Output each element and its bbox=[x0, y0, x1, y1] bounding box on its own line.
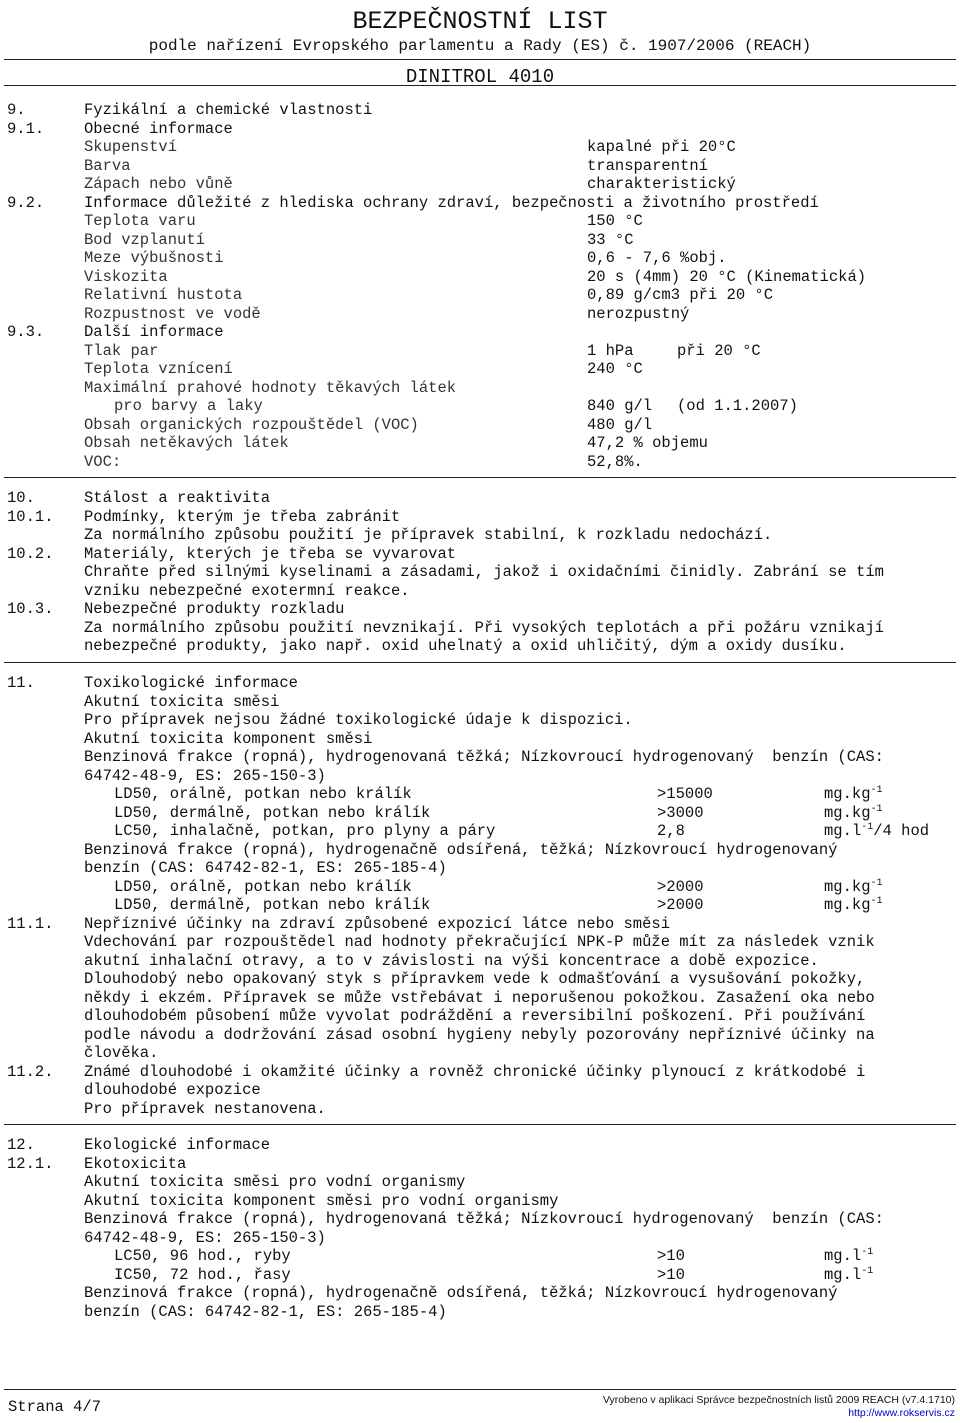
product-name: DINITROL 4010 bbox=[405, 66, 555, 88]
generator-link[interactable]: http://www.rokservis.cz bbox=[848, 1407, 955, 1419]
document-subtitle: podle nařízení Evropského parlamentu a Rady (ES) č. 1907/2006 (REACH) bbox=[148, 37, 812, 55]
page-number: Strana 4/7 bbox=[8, 1398, 102, 1416]
generator-note bbox=[603, 1394, 955, 1420]
document-title: BEZPEČNOSTNÍ LIST bbox=[352, 7, 608, 36]
page-footer bbox=[0, 1390, 960, 1423]
section-divider bbox=[4, 1124, 956, 1125]
header-bottom-divider bbox=[4, 85, 956, 86]
header-divider bbox=[4, 59, 956, 60]
document-header bbox=[4, 4, 956, 88]
section-divider bbox=[4, 662, 956, 663]
generator-text: Vyrobeno v aplikaci Správce bezpečnostních listů 2009 REACH (v7.4.1710) bbox=[602, 1394, 955, 1406]
section-divider bbox=[4, 477, 956, 478]
